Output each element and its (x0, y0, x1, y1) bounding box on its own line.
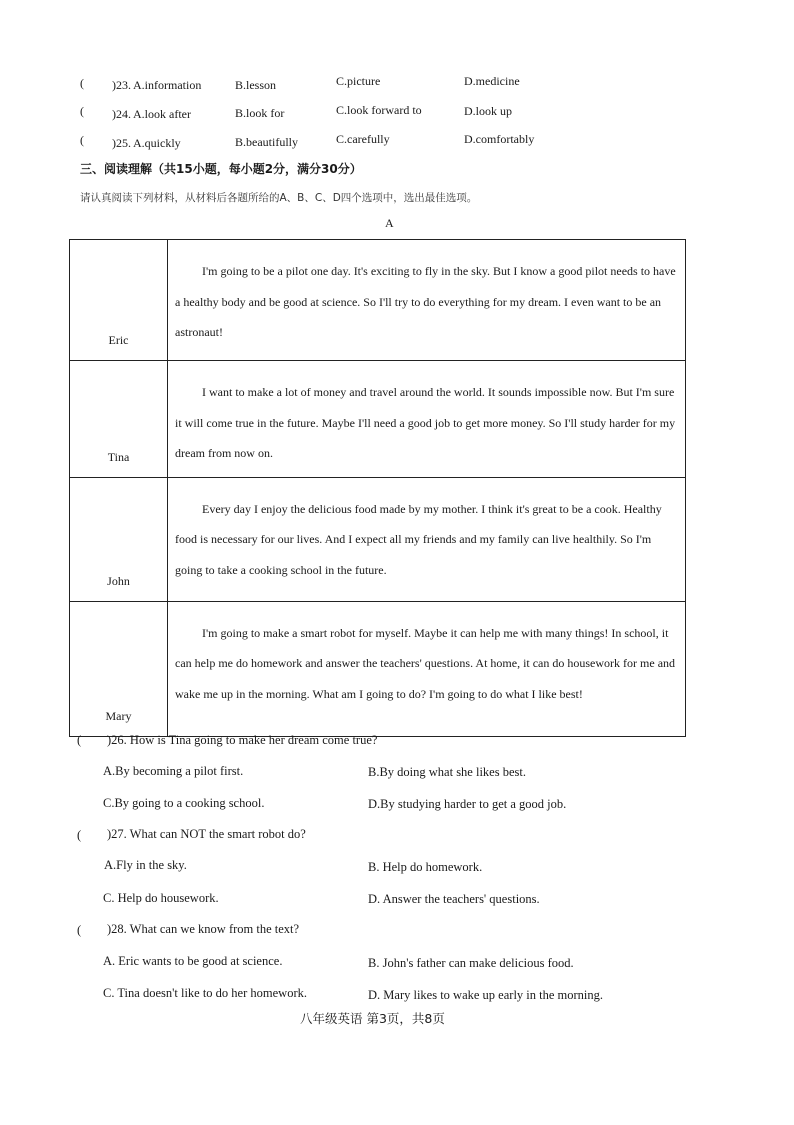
answer-paren[interactable]: ( (77, 828, 82, 842)
option-d: D.medicine (464, 74, 520, 88)
option-b: B. John's father can make delicious food. (368, 956, 574, 970)
name-cell (70, 601, 168, 736)
answer-paren[interactable]: ( (77, 733, 82, 747)
table-row (70, 240, 686, 361)
option-d: D.look up (464, 104, 512, 118)
option-d: D. Mary likes to wake up early in the morning. (368, 988, 604, 1002)
question-stem: )27. What can NOT the smart robot do? (107, 827, 306, 841)
option-a: A.Fly in the sky. (104, 858, 187, 872)
question-number: )25. (112, 136, 131, 150)
name-cell (70, 240, 168, 361)
question-stem: )28. What can we know from the text? (107, 922, 300, 936)
option-c: C. Help do housework. (103, 891, 219, 905)
passage-text: Every day I enjoy the delicious food made by my mother. I think it's great to be a cook. Healthy food is necessary for our lives. And I expect all my friends and my family can live healthily. So I'm going to take a cooking school in the future. (168, 477, 686, 601)
speaker-name: Tina (107, 449, 130, 464)
speaker-name: Eric (108, 333, 129, 347)
option-d: D. Answer the teachers' questions. (368, 892, 540, 906)
option-a: A.quickly (133, 136, 181, 150)
page-footer: 八年级英语 第3页，共8页 (300, 1011, 445, 1026)
option-a: A.By becoming a pilot first. (103, 764, 244, 778)
speaker-name: Mary (105, 708, 132, 723)
part-label: A (385, 216, 394, 230)
option-c: C.look forward to (336, 103, 422, 117)
section-instruction: 请认真阅读下列材料，从材料后各题所给的A、B、C、D四个选项中，选出最佳选项。 (80, 192, 478, 204)
option-c: C.carefully (336, 132, 390, 146)
option-b: B. Help do homework. (368, 860, 483, 874)
question-number: )24. (112, 107, 131, 121)
option-b: B.By doing what she likes best. (368, 765, 526, 779)
table-row (70, 601, 686, 736)
table-row (70, 477, 686, 601)
speaker-name: John (107, 573, 130, 588)
option-a: A. Eric wants to be good at science. (103, 954, 283, 968)
passage-text: I'm going to be a pilot one day. It's exciting to fly in the sky. But I know a good pilot needs to have a healthy body and be good at science. So I'll try to do everything for my dream. I even want to be an astronaut! (168, 240, 686, 361)
option-c: C. Tina doesn't like to do her homework. (103, 986, 307, 1000)
option-a: A.look after (133, 107, 191, 121)
answer-paren[interactable]: ( (80, 76, 84, 90)
option-c: C.By going to a cooking school. (103, 796, 265, 810)
option-b: B.look for (235, 106, 285, 120)
name-cell (70, 361, 168, 478)
answer-paren[interactable]: ( (77, 923, 82, 937)
option-b: B.beautifully (235, 135, 298, 149)
question-stem: )26. How is Tina going to make her dream come true? (107, 733, 378, 747)
reading-table (69, 239, 686, 737)
section-title: 三、阅读理解（共15小题，每小题2分，满分30分） (80, 162, 362, 176)
answer-paren[interactable]: ( (80, 133, 84, 147)
passage-text: I want to make a lot of money and travel around the world. It sounds impossible now. But I'm sure it will come true in the future. Maybe I'll need a good job to get more money. So I'll study harder for my dream from now on. (168, 361, 686, 478)
option-a: A.information (133, 78, 202, 92)
name-cell (70, 477, 168, 601)
option-c: C.picture (336, 74, 381, 88)
option-d: D.By studying harder to get a good job. (368, 797, 567, 811)
answer-paren[interactable]: ( (80, 104, 84, 118)
table-row (70, 361, 686, 478)
option-d: D.comfortably (464, 132, 535, 146)
passage-text: I'm going to make a smart robot for myself. Maybe it can help me with many things! In school, it can help me do homework and answer the teachers' questions. At home, it can do housework for me and wake me up in the morning. What am I going to do? I'm going to do what I like best! (168, 601, 686, 736)
question-number: )23. (112, 78, 131, 92)
option-b: B.lesson (235, 78, 277, 92)
